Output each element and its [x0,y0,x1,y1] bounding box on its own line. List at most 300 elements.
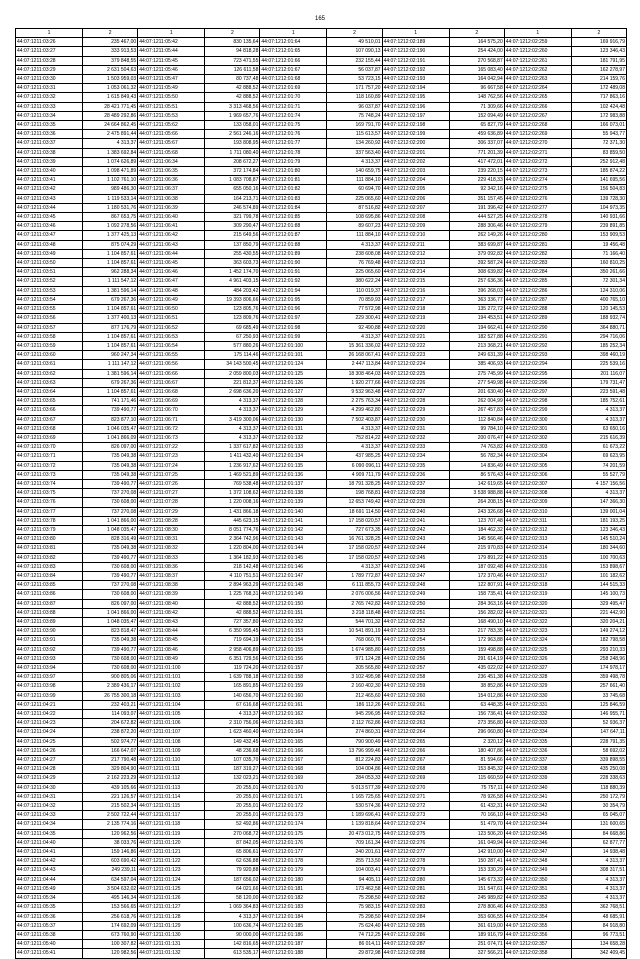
cadastral-value-cell: 1 111 147,12 [83,360,138,369]
cadastral-value-cell: 264 208,15 [449,498,504,507]
cadastral-value-cell: 1 920 277,66 [327,378,382,387]
cadastral-value-cell: 826 097,00 [83,599,138,608]
cadastral-number-cell: 44:07:1212:02:199 [382,130,449,139]
cadastral-number-cell: 44:07:1211:03:26 [16,38,83,47]
cadastral-value-cell: 111 884,10 [327,176,382,185]
cadastral-value-cell: 48 685,91 [571,912,626,921]
cadastral-value-cell: 61 432,31 [449,802,504,811]
cadastral-number-cell: 44:07:1212:02:346 [504,838,571,847]
cadastral-number-cell: 44:07:1211:03:54 [16,295,83,304]
cadastral-value-cell: 278 806,46 [449,903,504,912]
cadastral-value-cell: 14 836,49 [449,461,504,470]
cadastral-number-cell: 44:07:1212:01:188 [260,949,327,958]
cadastral-number-cell: 44:07:1212:02:236 [382,470,449,479]
cadastral-number-cell: 44:07:1212:02:280 [504,231,571,240]
cadastral-number-cell: 44:07:1211:06:47 [138,277,205,286]
cadastral-value-cell: 1 623 460,40 [205,728,260,737]
cadastral-number-cell: 44:07:1212:01:128 [260,397,327,406]
table-row [16,176,627,185]
cadastral-number-cell: 44:07:1212:02:315 [504,553,571,562]
cadastral-value-cell: 826 097,00 [83,443,138,452]
cadastral-number-cell: 44:07:1211:03:59 [16,341,83,350]
cadastral-number-cell: 44:07:1212:02:282 [382,894,449,903]
cadastral-value-cell: 153 909,53 [571,231,626,240]
cadastral-number-cell: 44:07:1211:08:45 [138,636,205,645]
cadastral-value-cell: 34 143 500,45 [205,360,260,369]
cadastral-number-cell: 44:07:1211:06:43 [138,240,205,249]
cadastral-value-cell: 251 074,71 [449,940,504,949]
cadastral-number-cell: 44:07:1211:03:75 [16,489,83,498]
cadastral-number-cell: 44:07:1211:06:66 [138,369,205,378]
cadastral-value-cell: 1 674 985,80 [327,645,382,654]
cadastral-number-cell: 44:07:1212:01:153 [260,627,327,636]
cadastral-number-cell: 44:07:1211:01:101 [138,673,205,682]
cadastral-number-cell: 44:07:1211:06:39 [138,203,205,212]
cadastral-value-cell: 3 218 118,48 [327,608,382,617]
cadastral-value-cell: 166 073,01 [571,121,626,130]
cadastral-value-cell: 1 041 866,00 [83,516,138,525]
cadastral-number-cell: 44:07:1211:01:130 [138,930,205,939]
cadastral-number-cell: 44:07:1212:02:304 [504,452,571,461]
cadastral-number-cell: 44:07:1212:02:263 [504,75,571,84]
cadastral-value-cell: 120 962,56 [83,829,138,838]
cadastral-number-cell: 44:07:1211:05:45 [138,56,205,65]
cadastral-value-cell: 727 673,35 [327,525,382,534]
cadastral-number-cell: 44:07:1211:03:64 [16,387,83,396]
cadastral-number-cell: 44:07:1212:01:170 [260,783,327,792]
cadastral-number-cell: 44:07:1212:02:213 [382,259,449,268]
table-body [16,38,627,958]
table-row [16,912,627,921]
cadastral-value-cell: 277 549,98 [449,378,504,387]
table-row [16,378,627,387]
cadastral-value-cell: 2 310 756,06 [205,719,260,728]
cadastral-number-cell: 44:07:1211:03:77 [16,507,83,516]
cadastral-value-cell: 84 918,80 [571,921,626,930]
cadastral-value-cell: 223 591,48 [571,387,626,396]
cadastral-number-cell: 44:07:1212:02:284 [382,912,449,921]
cadastral-number-cell: 44:07:1211:05:40 [16,940,83,949]
cadastral-number-cell: 44:07:1211:05:49 [138,84,205,93]
cadastral-value-cell: 267 457,83 [449,406,504,415]
cadastral-number-cell: 44:07:1212:02:277 [504,203,571,212]
cadastral-value-cell: 655 050,16 [205,185,260,194]
cadastral-value-cell: 123 805,76 [205,305,260,314]
cadastral-number-cell: 44:07:1211:03:57 [16,323,83,332]
cadastral-number-cell: 44:07:1211:01:110 [138,756,205,765]
cadastral-value-cell: 153 330,29 [449,866,504,875]
cadastral-value-cell: 6 351 729,56 [205,654,260,663]
cadastral-value-cell: 71 166,40 [571,249,626,258]
cadastral-value-cell: 4 299 462,80 [327,406,382,415]
cadastral-value-cell: 214 159,76 [571,75,626,84]
cadastral-number-cell: 44:07:1211:01:132 [138,949,205,958]
cadastral-number-cell: 44:07:1212:02:259 [382,682,449,691]
table-row [16,516,627,525]
cadastral-value-cell: 64 021,66 [205,884,260,893]
cadastral-number-cell: 44:07:1211:06:49 [138,295,205,304]
table-row [16,848,627,857]
cadastral-value-cell: 16 761 328,25 [327,535,382,544]
cadastral-number-cell: 44:07:1212:02:205 [382,185,449,194]
cadastral-value-cell: 274 860,31 [327,728,382,737]
cadastral-value-cell: 4 909 711,79 [327,470,382,479]
table-row [16,38,627,47]
cadastral-value-cell: 1 377 400,13 [83,314,138,323]
cadastral-number-cell: 44:07:1211:06:73 [138,433,205,442]
cadastral-number-cell: 44:07:1212:01:146 [260,562,327,571]
cadastral-value-cell: 256 618,76 [83,912,138,921]
table-row [16,673,627,682]
cadastral-value-cell: 159 498,88 [449,645,504,654]
cadastral-number-cell: 44:07:1212:02:287 [504,295,571,304]
cadastral-number-cell: 44:07:1211:01:117 [138,811,205,820]
table-row [16,47,627,56]
cadastral-value-cell: 164 575,20 [449,38,504,47]
cadastral-number-cell: 44:07:1211:04:32 [16,802,83,811]
cadastral-value-cell: 193 808,95 [205,139,260,148]
cadastral-value-cell: 71 309,66 [449,102,504,111]
cadastral-number-cell: 44:07:1211:03:99 [16,691,83,700]
cadastral-number-cell: 44:07:1211:01:104 [138,700,205,709]
cadastral-number-cell: 44:07:1212:01:95 [260,295,327,304]
cadastral-number-cell: 44:07:1212:01:187 [260,940,327,949]
cadastral-number-cell: 44:07:1212:02:309 [504,498,571,507]
cadastral-value-cell: 156 504,83 [571,185,626,194]
cadastral-number-cell: 44:07:1212:02:288 [382,949,449,958]
table-row [16,728,627,737]
cadastral-value-cell: 4 313,37 [571,415,626,424]
table-row [16,857,627,866]
cadastral-value-cell: 4 313,37 [205,433,260,442]
cadastral-number-cell: 44:07:1212:01:71 [260,102,327,111]
cadastral-value-cell: 62 877,77 [571,838,626,847]
cadastral-number-cell: 44:07:1212:02:262 [382,710,449,719]
cadastral-number-cell: 44:07:1212:02:280 [382,875,449,884]
cadastral-value-cell: 84 668,86 [571,829,626,838]
cadastral-number-cell: 44:07:1211:07:26 [138,479,205,488]
cadastral-number-cell: 44:07:1212:02:196 [382,102,449,111]
table-row [16,903,627,912]
cadastral-value-cell: 14 938,48 [571,848,626,857]
cadastral-number-cell: 44:07:1211:03:80 [16,535,83,544]
cadastral-number-cell: 44:07:1211:03:97 [16,673,83,682]
cadastral-number-cell: 44:07:1211:03:36 [16,130,83,139]
cadastral-number-cell: 44:07:1212:02:202 [382,157,449,166]
cadastral-number-cell: 44:07:1211:01:121 [138,848,205,857]
cadastral-number-cell: 44:07:1211:01:127 [138,903,205,912]
cadastral-number-cell: 44:07:1212:01:154 [260,636,327,645]
cadastral-value-cell: 308 317,51 [571,866,626,875]
cadastral-number-cell: 44:07:1211:05:50 [138,93,205,102]
cadastral-number-cell: 44:07:1211:07:29 [138,507,205,516]
cadastral-value-cell: 240 201,61 [327,848,382,857]
cadastral-value-cell: 94 405,11 [327,875,382,884]
table-row [16,360,627,369]
cadastral-number-cell: 44:07:1212:01:148 [260,581,327,590]
cadastral-value-cell: 182 527,88 [449,332,504,341]
cadastral-number-cell: 44:07:1212:01:101 [260,351,327,360]
cadastral-value-cell: 1 372 108,62 [205,489,260,498]
cadastral-number-cell: 44:07:1211:08:28 [138,516,205,525]
cadastral-number-cell: 44:07:1212:02:261 [504,56,571,65]
cadastral-value-cell: 100 700,63 [571,553,626,562]
cadastral-value-cell: 372 174,84 [205,167,260,176]
cadastral-value-cell: 812 224,83 [327,756,382,765]
cadastral-number-cell: 44:07:1211:01:128 [138,912,205,921]
cadastral-value-cell: 24 664 862,45 [83,121,138,130]
cadastral-value-cell: 989 486,30 [83,185,138,194]
cadastral-number-cell: 44:07:1211:05:41 [16,949,83,958]
cadastral-number-cell: 44:07:1212:02:281 [504,240,571,249]
cadastral-number-cell: 44:07:1211:01:120 [138,838,205,847]
cadastral-value-cell: 1 220 804,00 [205,544,260,553]
table-row [16,820,627,829]
cadastral-number-cell: 44:07:1212:01:160 [260,691,327,700]
cadastral-number-cell: 44:07:1211:06:46 [138,268,205,277]
cadastral-value-cell: 180 407,86 [449,746,504,755]
cadastral-number-cell: 44:07:1212:02:352 [504,894,571,903]
cadastral-value-cell: 72 371,30 [571,139,626,148]
cadastral-value-cell: 238 608,08 [327,249,382,258]
column-header: 1 [260,29,327,38]
cadastral-number-cell: 44:07:1211:06:71 [138,415,205,424]
cadastral-value-cell: 752 814,22 [327,433,382,442]
cadastral-value-cell: 2 320,12 [449,737,504,746]
table-row [16,774,627,783]
table-row [16,332,627,341]
cadastral-value-cell: 101 182,62 [571,571,626,580]
cadastral-number-cell: 44:07:1212:02:286 [382,930,449,939]
cadastral-number-cell: 44:07:1211:06:36 [138,176,205,185]
cadastral-number-cell: 44:07:1211:03:76 [16,498,83,507]
cadastral-number-cell: 44:07:1212:01:179 [260,866,327,875]
cadastral-value-cell: 613 535,17 [205,949,260,958]
cadastral-number-cell: 44:07:1212:01:162 [260,710,327,719]
cadastral-number-cell: 44:07:1212:01:165 [260,737,327,746]
cadastral-number-cell: 44:07:1211:01:131 [138,940,205,949]
cadastral-value-cell: 1 046 035,47 [83,424,138,433]
cadastral-number-cell: 44:07:1211:08:36 [138,562,205,571]
table-row [16,737,627,746]
cadastral-number-cell: 44:07:1211:06:37 [138,185,205,194]
cadastral-number-cell: 44:07:1212:02:311 [504,516,571,525]
table-row [16,599,627,608]
cadastral-number-cell: 44:07:1212:01:64 [260,38,327,47]
cadastral-number-cell: 44:07:1211:03:89 [16,618,83,627]
cadastral-number-cell: 44:07:1212:02:224 [382,360,449,369]
cadastral-number-cell: 44:07:1212:02:336 [504,746,571,755]
cadastral-value-cell: 1 503 959,03 [83,75,138,84]
cadastral-number-cell: 44:07:1212:02:341 [504,792,571,801]
cadastral-number-cell: 44:07:1211:03:63 [16,378,83,387]
cadastral-number-cell: 44:07:1211:04:25 [16,737,83,746]
cadastral-value-cell: 215 616,39 [571,433,626,442]
cadastral-value-cell: 502 974,77 [83,737,138,746]
cadastral-number-cell: 44:07:1212:01:91 [260,268,327,277]
cadastral-value-cell: 149 432,45 [205,737,260,746]
cadastral-value-cell: 1 069 364,83 [205,903,260,912]
cadastral-number-cell: 44:07:1212:02:237 [382,479,449,488]
cadastral-value-cell: 140 659,75 [327,167,382,176]
cadastral-number-cell: 44:07:1211:08:49 [138,654,205,663]
table-row [16,461,627,470]
cadastral-value-cell: 4 157 156,56 [571,479,626,488]
cadastral-number-cell: 44:07:1212:01:79 [260,157,327,166]
cadastral-number-cell: 44:07:1211:05:36 [16,912,83,921]
cadastral-number-cell: 44:07:1212:02:354 [504,912,571,921]
cadastral-value-cell: 96 037,87 [327,102,382,111]
cadastral-number-cell: 44:07:1211:01:123 [138,866,205,875]
cadastral-number-cell: 44:07:1212:01:178 [260,857,327,866]
cadastral-value-cell: 124 310,06 [571,286,626,295]
cadastral-number-cell: 44:07:1212:01:145 [260,553,327,562]
cadastral-number-cell: 44:07:1211:01:103 [138,691,205,700]
cadastral-value-cell: 208 672,27 [205,157,260,166]
table-row [16,746,627,755]
cadastral-value-cell: 65 806,61 [205,848,260,857]
cadastral-value-cell: 75 983,15 [327,903,382,912]
cadastral-number-cell: 44:07:1212:02:357 [504,940,571,949]
cadastral-number-cell: 44:07:1212:02:344 [504,820,571,829]
cadastral-number-cell: 44:07:1212:02:207 [382,203,449,212]
cadastral-value-cell: 107 090,13 [327,47,382,56]
cadastral-number-cell: 44:07:1212:01:182 [260,894,327,903]
cadastral-number-cell: 44:07:1212:01:92 [260,277,327,286]
cadastral-number-cell: 44:07:1212:02:279 [504,222,571,231]
cadastral-number-cell: 44:07:1212:01:97 [260,314,327,323]
table-row [16,792,627,801]
cadastral-value-cell: 110 019,37 [327,286,382,295]
cadastral-value-cell: 2 112 762,86 [327,719,382,728]
cadastral-value-cell: 115 613,57 [327,130,382,139]
cadastral-value-cell: 26 168 067,41 [327,351,382,360]
cadastral-number-cell: 44:07:1211:04:26 [16,746,83,755]
cadastral-number-cell: 44:07:1211:06:44 [138,249,205,258]
cadastral-value-cell: 294 716,06 [571,332,626,341]
cadastral-value-cell: 52 936,37 [571,719,626,728]
cadastral-value-cell: 730 608,00 [83,562,138,571]
cadastral-number-cell: 44:07:1212:02:189 [382,38,449,47]
cadastral-number-cell: 44:07:1211:03:30 [16,75,83,84]
cadastral-number-cell: 44:07:1211:06:72 [138,424,205,433]
cadastral-number-cell: 44:07:1211:03:28 [16,56,83,65]
cadastral-value-cell: 169 791,70 [327,121,382,130]
cadastral-value-cell: 254 424,00 [449,47,504,56]
cadastral-number-cell: 44:07:1212:01:149 [260,590,327,599]
table-row [16,627,627,636]
cadastral-value-cell: 60 694,70 [327,185,382,194]
cadastral-number-cell: 44:07:1212:02:279 [382,866,449,875]
cadastral-number-cell: 44:07:1212:02:194 [382,84,449,93]
cadastral-value-cell: 484 203,42 [205,286,260,295]
cadastral-number-cell: 44:07:1211:06:67 [138,378,205,387]
cadastral-number-cell: 44:07:1212:02:283 [382,903,449,912]
cadastral-value-cell: 4 313,37 [327,240,382,249]
table-row [16,710,627,719]
cadastral-number-cell: 44:07:1212:02:316 [504,562,571,571]
cadastral-number-cell: 44:07:1211:04:30 [16,783,83,792]
cadastral-value-cell: 38 852,86 [449,682,504,691]
cadastral-number-cell: 44:07:1212:01:139 [260,498,327,507]
cadastral-number-cell: 44:07:1212:02:295 [504,369,571,378]
cadastral-value-cell: 142 619,65 [449,479,504,488]
cadastral-value-cell: 70 859,93 [327,295,382,304]
column-header: 2 [571,29,626,38]
cadastral-value-cell: 20 255,01 [205,792,260,801]
table-row [16,93,627,102]
table-row [16,387,627,396]
cadastral-number-cell: 44:07:1212:02:204 [382,176,449,185]
cadastral-number-cell: 44:07:1211:03:90 [16,627,83,636]
cadastral-value-cell: 29 872,98 [327,949,382,958]
cadastral-value-cell: 257 661,40 [571,682,626,691]
cadastral-value-cell: 179 891,22 [449,553,504,562]
cadastral-number-cell: 44:07:1212:02:302 [504,433,571,442]
cadastral-number-cell: 44:07:1212:02:333 [504,719,571,728]
cadastral-value-cell: 252 912,48 [571,157,626,166]
cadastral-number-cell: 44:07:1211:03:34 [16,111,83,120]
cadastral-value-cell: 4 313,37 [205,397,260,406]
cadastral-value-cell: 154 012,86 [449,691,504,700]
cadastral-value-cell: 1 048 035,47 [83,525,138,534]
cadastral-number-cell: 44:07:1212:02:245 [382,553,449,562]
cadastral-number-cell: 44:07:1211:08:31 [138,535,205,544]
cadastral-value-cell: 296 060,80 [449,728,504,737]
cadastral-number-cell: 44:07:1211:06:51 [138,314,205,323]
cadastral-number-cell: 44:07:1212:01:82 [260,185,327,194]
cadastral-number-cell: 44:07:1212:02:278 [382,857,449,866]
cadastral-number-cell: 44:07:1211:03:88 [16,608,83,617]
cadastral-value-cell: 1 041 866,09 [83,433,138,442]
cadastral-value-cell: 139 001,04 [571,507,626,516]
cadastral-value-cell: 673 760,90 [83,930,138,939]
cadastral-value-cell: 398 460,19 [571,351,626,360]
cadastral-number-cell: 44:07:1212:02:233 [382,443,449,452]
cadastral-number-cell: 44:07:1212:01:100 [260,341,327,350]
cadastral-number-cell: 44:07:1211:04:44 [16,875,83,884]
cadastral-value-cell: 19 393 806,66 [205,295,260,304]
table-row [16,167,627,176]
cadastral-value-cell: 215 970,83 [449,544,504,553]
cadastral-value-cell: 2 135 774,16 [83,820,138,829]
table-row [16,369,627,378]
cadastral-value-cell: 62 636,88 [205,857,260,866]
cadastral-number-cell: 44:07:1212:02:264 [382,728,449,737]
cadastral-value-cell: 4 313,37 [327,332,382,341]
cadastral-value-cell: 4 313,37 [571,857,626,866]
cadastral-number-cell: 44:07:1212:01:66 [260,56,327,65]
cadastral-value-cell: 86 576,43 [449,470,504,479]
cadastral-value-cell: 380 622,24 [327,277,382,286]
cadastral-value-cell: 118 880,39 [571,783,626,792]
cadastral-number-cell: 44:07:1211:06:40 [138,213,205,222]
cadastral-number-cell: 44:07:1212:01:158 [260,673,327,682]
table-row [16,351,627,360]
cadastral-value-cell: 165 083,40 [449,65,504,74]
cadastral-value-cell: 270 568,87 [449,56,504,65]
cadastral-number-cell: 44:07:1212:02:242 [382,525,449,534]
cadastral-value-cell: 4 313,37 [205,912,260,921]
cadastral-number-cell: 44:07:1212:02:334 [504,728,571,737]
cadastral-number-cell: 44:07:1211:08:37 [138,571,205,580]
cadastral-number-cell: 44:07:1212:01:172 [260,802,327,811]
cadastral-number-cell: 44:07:1212:01:81 [260,176,327,185]
cadastral-value-cell: 123 506,20 [449,829,504,838]
cadastral-number-cell: 44:07:1211:08:42 [138,608,205,617]
cadastral-number-cell: 44:07:1212:01:76 [260,130,327,139]
cadastral-value-cell: 123 346,43 [571,525,626,534]
